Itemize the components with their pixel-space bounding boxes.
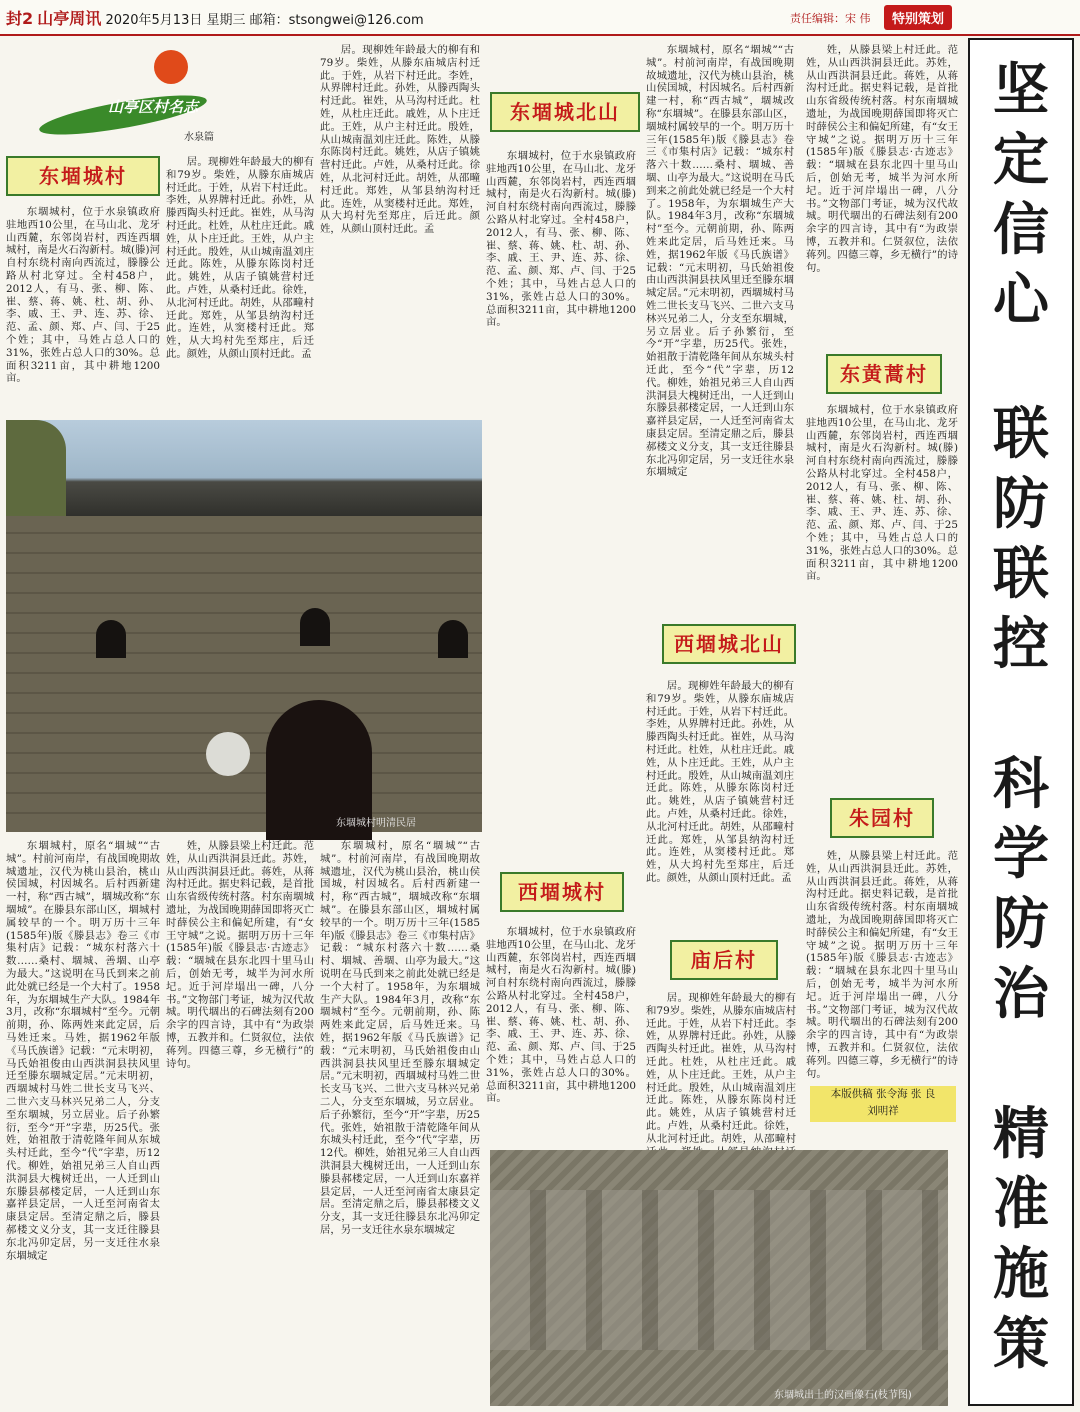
article-col-9 bbox=[806, 850, 958, 1078]
village-house-photo bbox=[6, 420, 482, 832]
paper-name: 山亭周讯 bbox=[37, 9, 102, 28]
para-10: 东堌城村，原名“堌城”“古城”。村前河南岸，有战国晚期故城遗址，汉代为桃山县治，桃山侯国城，村因城名。后村西新建一村，称“西古城”，堌城改称“东堌城”。在滕县东部山区，堌城村属较早的一个。明万历十三年(1585年)版《滕县志》卷三《市集村店》记载：“城东村落六十数……桑村、堌城、善堌、山亭为最大。”这说明在马氏到来之前此处就已经是一个大村了。1958年，为东堌城生产大队。1984年3月，改称“东堌城村”至今。元朝前期，孙、陈两姓来此定居，后马姓迁来。马姓，据1962年版《马氏族谱》记载：“元末明初，马氏始祖俊由山西洪洞县扶风里迁至滕东堌城定居。”元末明初，西堌城村马姓二世长支马飞兴、二世六支马林兴兄弟二人，分支至东堌城，另立居业。后子孙繁衍，至今“开”字辈，历25代。张姓，始祖散于清乾隆年间从东城头村迁此，至今“代”字辈，历12代。柳姓，始祖兄弟三人自山西洪洞县大槐树迁出，一人迁到山东滕县郝楼定居，一人迁到山东嘉祥县定居，一人迁至河南省太康县定居。至清定鼎之后，滕县郝楼文义分支，其一支迁往滕县东北冯卯定居，另一支迁往水泉东堌城定 bbox=[6, 840, 160, 1262]
email: 邮箱：stsongwei@126.com bbox=[249, 13, 424, 28]
section-title-7: 朱园村 bbox=[830, 798, 934, 838]
slogan-4 bbox=[970, 1100, 1072, 1380]
sun-icon bbox=[154, 50, 188, 84]
para-5: 东堌城村，原名“堌城”“古城”。村前河南岸，有战国晚期故城遗址，汉代为桃山县治，桃山侯国城，村因城名。后村西新建一村，称“西古城”，堌城改称“东堌城”。在滕县东部山区，堌城村属较早的一个。明万历十三年(1585年)版《滕县志》卷三《市集村店》记载：“城东村落六十数……桑村、堌城、善堌、山亭为最大。”这说明在马氏到来之前此处就已经是一个大村了。1958年，为东堌城生产大队。1984年3月，改称“东堌城村”至今。元朝前期，孙、陈两姓来此定居，后马姓迁来。马姓，据1962年版《马氏族谱》记载：“元末明初，马氏始祖俊由山西洪洞县扶风里迁至滕东堌城定居。”元末明初，西堌城村马姓二世长支马飞兴、二世六支马林兴兄弟二人，分支至东堌城，另立居业。后子孙繁衍，至今“开”字辈，历25代。张姓，始祖散于清乾隆年间从东城头村迁此，至今“代”字辈，历12代。柳姓，始祖兄弟三人自山西洪洞县大槐树迁出，一人迁到山东滕县郝楼定居，一人迁到山东嘉祥县定居，一人迁至河南省太康县定居。至清定鼎之后，滕县郝楼文义分支，其一支迁往滕县东北冯卯定居，另一支迁往水泉东堌城定 bbox=[646, 44, 794, 479]
stone-relief-photo bbox=[490, 1150, 948, 1406]
section-title-4: 东黄蒿村 bbox=[826, 354, 942, 394]
slogan-sidebar bbox=[968, 38, 1074, 1406]
article-col-12 bbox=[320, 840, 480, 1406]
column-logo bbox=[24, 44, 244, 143]
slogan-text-1: 坚 定 信 心 bbox=[993, 58, 1049, 333]
window bbox=[438, 620, 468, 658]
slogan-1 bbox=[970, 56, 1072, 336]
section-title-5: 西堌城村 bbox=[500, 872, 624, 912]
credit-box bbox=[810, 1086, 956, 1122]
article-col-6 bbox=[806, 44, 958, 344]
para-6: 姓，从滕县梁上村迁此。范姓，从山西洪洞县迁此。苏姓，从山西洪洞县迁此。蒋姓，从蒋沟村迁此。据史料记载，是首批山东省级传统村落。村东南堌城遗址，为战国晚期薛国即将灭亡时薛侯公主和偏妃所建，有“女王守城”之说。据明万历十三年(1585年)版《滕县志·古迹志》载：“堌城在县东北四十里马山后，创始无考，城半为河水所圮。近于河岸塌出一碑，八分书。”文物部门考证，城为汉代故城。明代堌出的石碑法刻有200余字的四言诗，其中有“为政崇博，五教并和。仁贤叙位，法依蒋列。四德三尊，乡无横行”的诗句。 bbox=[806, 44, 958, 274]
editor-label: 责任编辑：宋 伟 bbox=[790, 12, 871, 25]
header-info bbox=[6, 6, 424, 29]
article-col-8 bbox=[646, 680, 794, 920]
para-3: 居。现柳姓年龄最大的柳有和79岁。柴姓，从滕东庙城店村迁此。于姓，从岩下村迁此。李姓，从界牌村迁此。孙姓，从滕西陶头村迁此。崔姓，从马沟村迁此。杜姓，从杜庄迁此。戚姓，从卜庄迁此。王姓，从户主村迁此。殷姓，从山城南温刘庄迁此。陈姓，从滕东陈岗村迁此。姚姓，从店子镇姚营村迁此。卢姓，从桑村迁此。徐姓，从北河村迁此。胡姓，从邵疃村迁此。郑姓，从邹县纳沟村迁此。连姓，从窦楼村迁此。郑姓，从大坞村先至郑庄，后迁此。颜姓，从颜山顶村迁此。孟 bbox=[320, 44, 480, 236]
slogan-2 bbox=[970, 400, 1072, 680]
slogan-3 bbox=[970, 750, 1072, 1030]
para-11: 姓，从滕县梁上村迁此。范姓，从山西洪洞县迁此。苏姓，从山西洪洞县迁此。蒋姓，从蒋沟村迁此。据史料记载，是首批山东省级传统村落。村东南堌城遗址，为战国晚期薛国即将灭亡时薛侯公主和偏妃所建，有“女王守城”之说。据明万历十三年(1585年)版《滕县志·古迹志》载：“堌城在县东北四十里马山后，创始无考，城半为河水所圮。近于河岸塌出一碑，八分书。”文物部门考证，城为汉代故城。明代堌出的石碑法刻有200余字的四言诗，其中有“为政崇博，五教并和。仁贤叙位，法依蒋列。四德三尊，乡无横行”的诗句。 bbox=[166, 840, 314, 1070]
article-col-14 bbox=[646, 992, 796, 1145]
photo-caption-1: 东堌城村明清民居 bbox=[336, 818, 416, 829]
slogan-text-4: 精 准 施 策 bbox=[993, 1102, 1049, 1377]
article-col-5 bbox=[646, 44, 794, 606]
relief-carving bbox=[490, 1190, 948, 1350]
page-header bbox=[0, 0, 1080, 36]
section-title-1: 东堌城村 bbox=[6, 156, 160, 196]
article-col-4 bbox=[486, 150, 636, 410]
slogan-text-2: 联 防 联 控 bbox=[993, 402, 1049, 677]
credit-line-2: 刘明祥 bbox=[867, 1105, 899, 1117]
logo-subtitle: 水泉篇 bbox=[184, 132, 214, 143]
para-8: 居。现柳姓年龄最大的柳有和79岁。柴姓，从滕东庙城店村迁此。于姓，从岩下村迁此。李姓，从界牌村迁此。孙姓，从滕西陶头村迁此。崔姓，从马沟村迁此。杜姓，从杜庄迁此。戚姓，从卜庄迁此。王姓，从户主村迁此。殷姓，从山城南温刘庄迁此。陈姓，从滕东陈岗村迁此。姚姓，从店子镇姚营村迁此。卢姓，从桑村迁此。徐姓，从北河村迁此。胡姓，从邵疃村迁此。郑姓，从邹县纳沟村迁此。连姓，从窦楼村迁此。郑姓，从大坞村先至郑庄，后迁此。颜姓，从颜山顶村迁此。孟 bbox=[646, 680, 794, 884]
credit-line-1: 本版供稿 张令海 张 良 bbox=[830, 1088, 936, 1100]
para-9: 姓，从滕县梁上村迁此。范姓，从山西洪洞县迁此。苏姓，从山西洪洞县迁此。蒋姓，从蒋沟村迁此。据史料记载，是首批山东省级传统村落。村东南堌城遗址，为战国晚期薛国即将灭亡时薛侯公主和偏妃所建，有“女王守城”之说。据明万历十三年(1585年)版《滕县志·古迹志》载：“堌城在县东北四十里马山后，创始无考，城半为河水所圮。近于河岸塌出一碑，八分书。”文物部门考证，城为汉代故城。明代堌出的石碑法刻有200余字的四言诗，其中有“为政崇博，五教并和。仁贤叙位，法依蒋列。四德三尊，乡无横行”的诗句。 bbox=[806, 850, 958, 1080]
slogan-text-3: 科 学 防 治 bbox=[993, 752, 1049, 1027]
section-title-2: 东堌城北山 bbox=[490, 92, 640, 132]
stone-wall bbox=[6, 516, 482, 832]
issue-date: 2020年5月13日 星期三 bbox=[105, 13, 246, 28]
window bbox=[96, 620, 126, 658]
section-title-3: 西堌城北山 bbox=[662, 624, 796, 664]
special-tag: 特别策划 bbox=[884, 5, 952, 30]
photo-caption-2: 东堌城出土的汉画像石(枝节图) bbox=[774, 1390, 912, 1401]
para-13: 东堌城村，位于水泉镇政府驻地西10公里，在马山北、龙牙山西麓，东邻岗岩村，西连西堌城村，南是火石沟新村。城(滕)河自村东绕村南向西流过，滕滕公路从村北穿过。全村458户，2012人，有马、张、柳、陈、崔、蔡、蒋、姚、杜、胡、孙、李、戚、王、尹、连、苏、徐、范、孟、颜、郑、卢、闫、于25个姓；其中，马姓占总人口的31%，张姓占总人口的30%。总面积3211亩，其中耕地1200亩。 bbox=[486, 926, 636, 1105]
para-1: 东堌城村，位于水泉镇政府驻地西10公里，在马山北、龙牙山西麓，东邻岗岩村，西连西堌城村，南是火石沟新村。城(滕)河自村东绕村南向西流过，滕滕公路从村北穿过。全村458户，2012人，有马、张、柳、陈、崔、蔡、蒋、姚、杜、胡、孙、李、戚、王、尹、连、苏、徐、范、孟、颜、郑、卢、闫、于25个姓；其中，马姓占总人口的31%，张姓占总人口的30%。总面积3211亩，其中耕地1200亩。 bbox=[6, 206, 160, 385]
article-col-3 bbox=[320, 44, 480, 414]
para-12: 东堌城村，原名“堌城”“古城”。村前河南岸，有战国晚期故城遗址，汉代为桃山县治，桃山侯国城，村因城名。后村西新建一村，称“西古城”，堌城改称“东堌城”。在滕县东部山区，堌城村属较早的一个。明万历十三年(1585年)版《滕县志》卷三《市集村店》记载：“城东村落六十数……桑村、堌城、善堌、山亭为最大。”这说明在马氏到来之前此处就已经是一个大村了。1958年，为东堌城生产大队。1984年3月，改称“东堌城村”至今。元朝前期，孙、陈两姓来此定居，后马姓迁来。马姓，据1962年版《马氏族谱》记载：“元末明初，马氏始祖俊由山西洪洞县扶风里迁至滕东堌城定居。”元末明初，西堌城村马姓二世长支马飞兴、二世六支马林兴兄弟二人，分支至东堌城，另立居业。后子孙繁衍，至今“开”字辈，历25代。张姓，始祖散于清乾隆年间从东城头村迁此，至今“代”字辈，历12代。柳姓，始祖兄弟三人自山西洪洞县大槐树迁出，一人迁到山东滕县郝楼定居，一人迁到山东嘉祥县定居，一人迁至河南省太康县定居。至清定鼎之后，滕县郝楼文义分支，其一支迁往滕县东北冯卯定居，另一支迁往水泉东堌城定 bbox=[320, 840, 480, 1236]
para-4: 东堌城村，位于水泉镇政府驻地西10公里，在马山北、龙牙山西麓，东邻岗岩村，西连西堌城村，南是火石沟新村。城(滕)河自村东绕村南向西流过，滕滕公路从村北穿过。全村458户，2012人，有马、张、柳、陈、崔、蔡、蒋、姚、杜、胡、孙、李、戚、王、尹、连、苏、徐、范、孟、颜、郑、卢、闫、于25个姓；其中，马姓占总人口的31%，张姓占总人口的30%。总面积3211亩，其中耕地1200亩。 bbox=[486, 150, 636, 329]
page-number: 封2 bbox=[6, 9, 34, 28]
article-col-1 bbox=[6, 206, 160, 414]
para-14: 居。现柳姓年龄最大的柳有和79岁。柴姓，从滕东庙城店村迁此。于姓，从岩下村迁此。李姓，从界牌村迁此。孙姓，从滕西陶头村迁此。崔姓，从马沟村迁此。杜姓，从杜庄迁此。戚姓，从卜庄迁此。王姓，从户主村迁此。殷姓，从山城南温刘庄迁此。陈姓，从滕东陈岗村迁此。姚姓，从店子镇姚营村迁此。卢姓，从桑村迁此。徐姓，从北河村迁此。胡姓，从邵疃村 bbox=[646, 992, 796, 1145]
article-col-2 bbox=[166, 156, 314, 414]
satellite-dish-icon bbox=[206, 732, 250, 776]
logo-title: 山亭区村名志 bbox=[108, 98, 199, 116]
window bbox=[300, 608, 330, 646]
section-title-6: 庙后村 bbox=[670, 940, 778, 980]
article-col-7 bbox=[806, 404, 958, 788]
article-col-13 bbox=[486, 926, 636, 1140]
para-2: 居。现柳姓年龄最大的柳有和79岁。柴姓，从滕东庙城店村迁此。于姓，从岩下村迁此。李姓，从界牌村迁此。孙姓，从滕西陶头村迁此。崔姓，从马沟村迁此。杜姓，从杜庄迁此。戚姓，从卜庄迁此。王姓，从户主村迁此。殷姓，从山城南温刘庄迁此。陈姓，从滕东陈岗村迁此。姚姓，从店子镇姚营村迁此。卢姓，从桑村迁此。徐姓，从北河村迁此。胡姓，从邵疃村迁此。郑姓，从邹县纳沟村迁此。连姓，从窦楼村迁此。郑姓，从大坞村先至郑庄，后迁此。颜姓，从颜山顶村迁此。孟 bbox=[166, 156, 314, 360]
article-col-10 bbox=[6, 840, 160, 1406]
para-7: 东堌城村，位于水泉镇政府驻地西10公里，在马山北、龙牙山西麓，东邻岗岩村，西连西堌城村，南是火石沟新村。城(滕)河自村东绕村南向西流过，滕滕公路从村北穿过。全村458户，2012人，有马、张、柳、陈、崔、蔡、蒋、姚、杜、胡、孙、李、戚、王、尹、连、苏、徐、范、孟、颜、郑、卢、闫、于25个姓；其中，马姓占总人口的31%，张姓占总人口的30%。总面积3211亩，其中耕地1200亩。 bbox=[806, 404, 958, 583]
article-col-11 bbox=[166, 840, 314, 1406]
